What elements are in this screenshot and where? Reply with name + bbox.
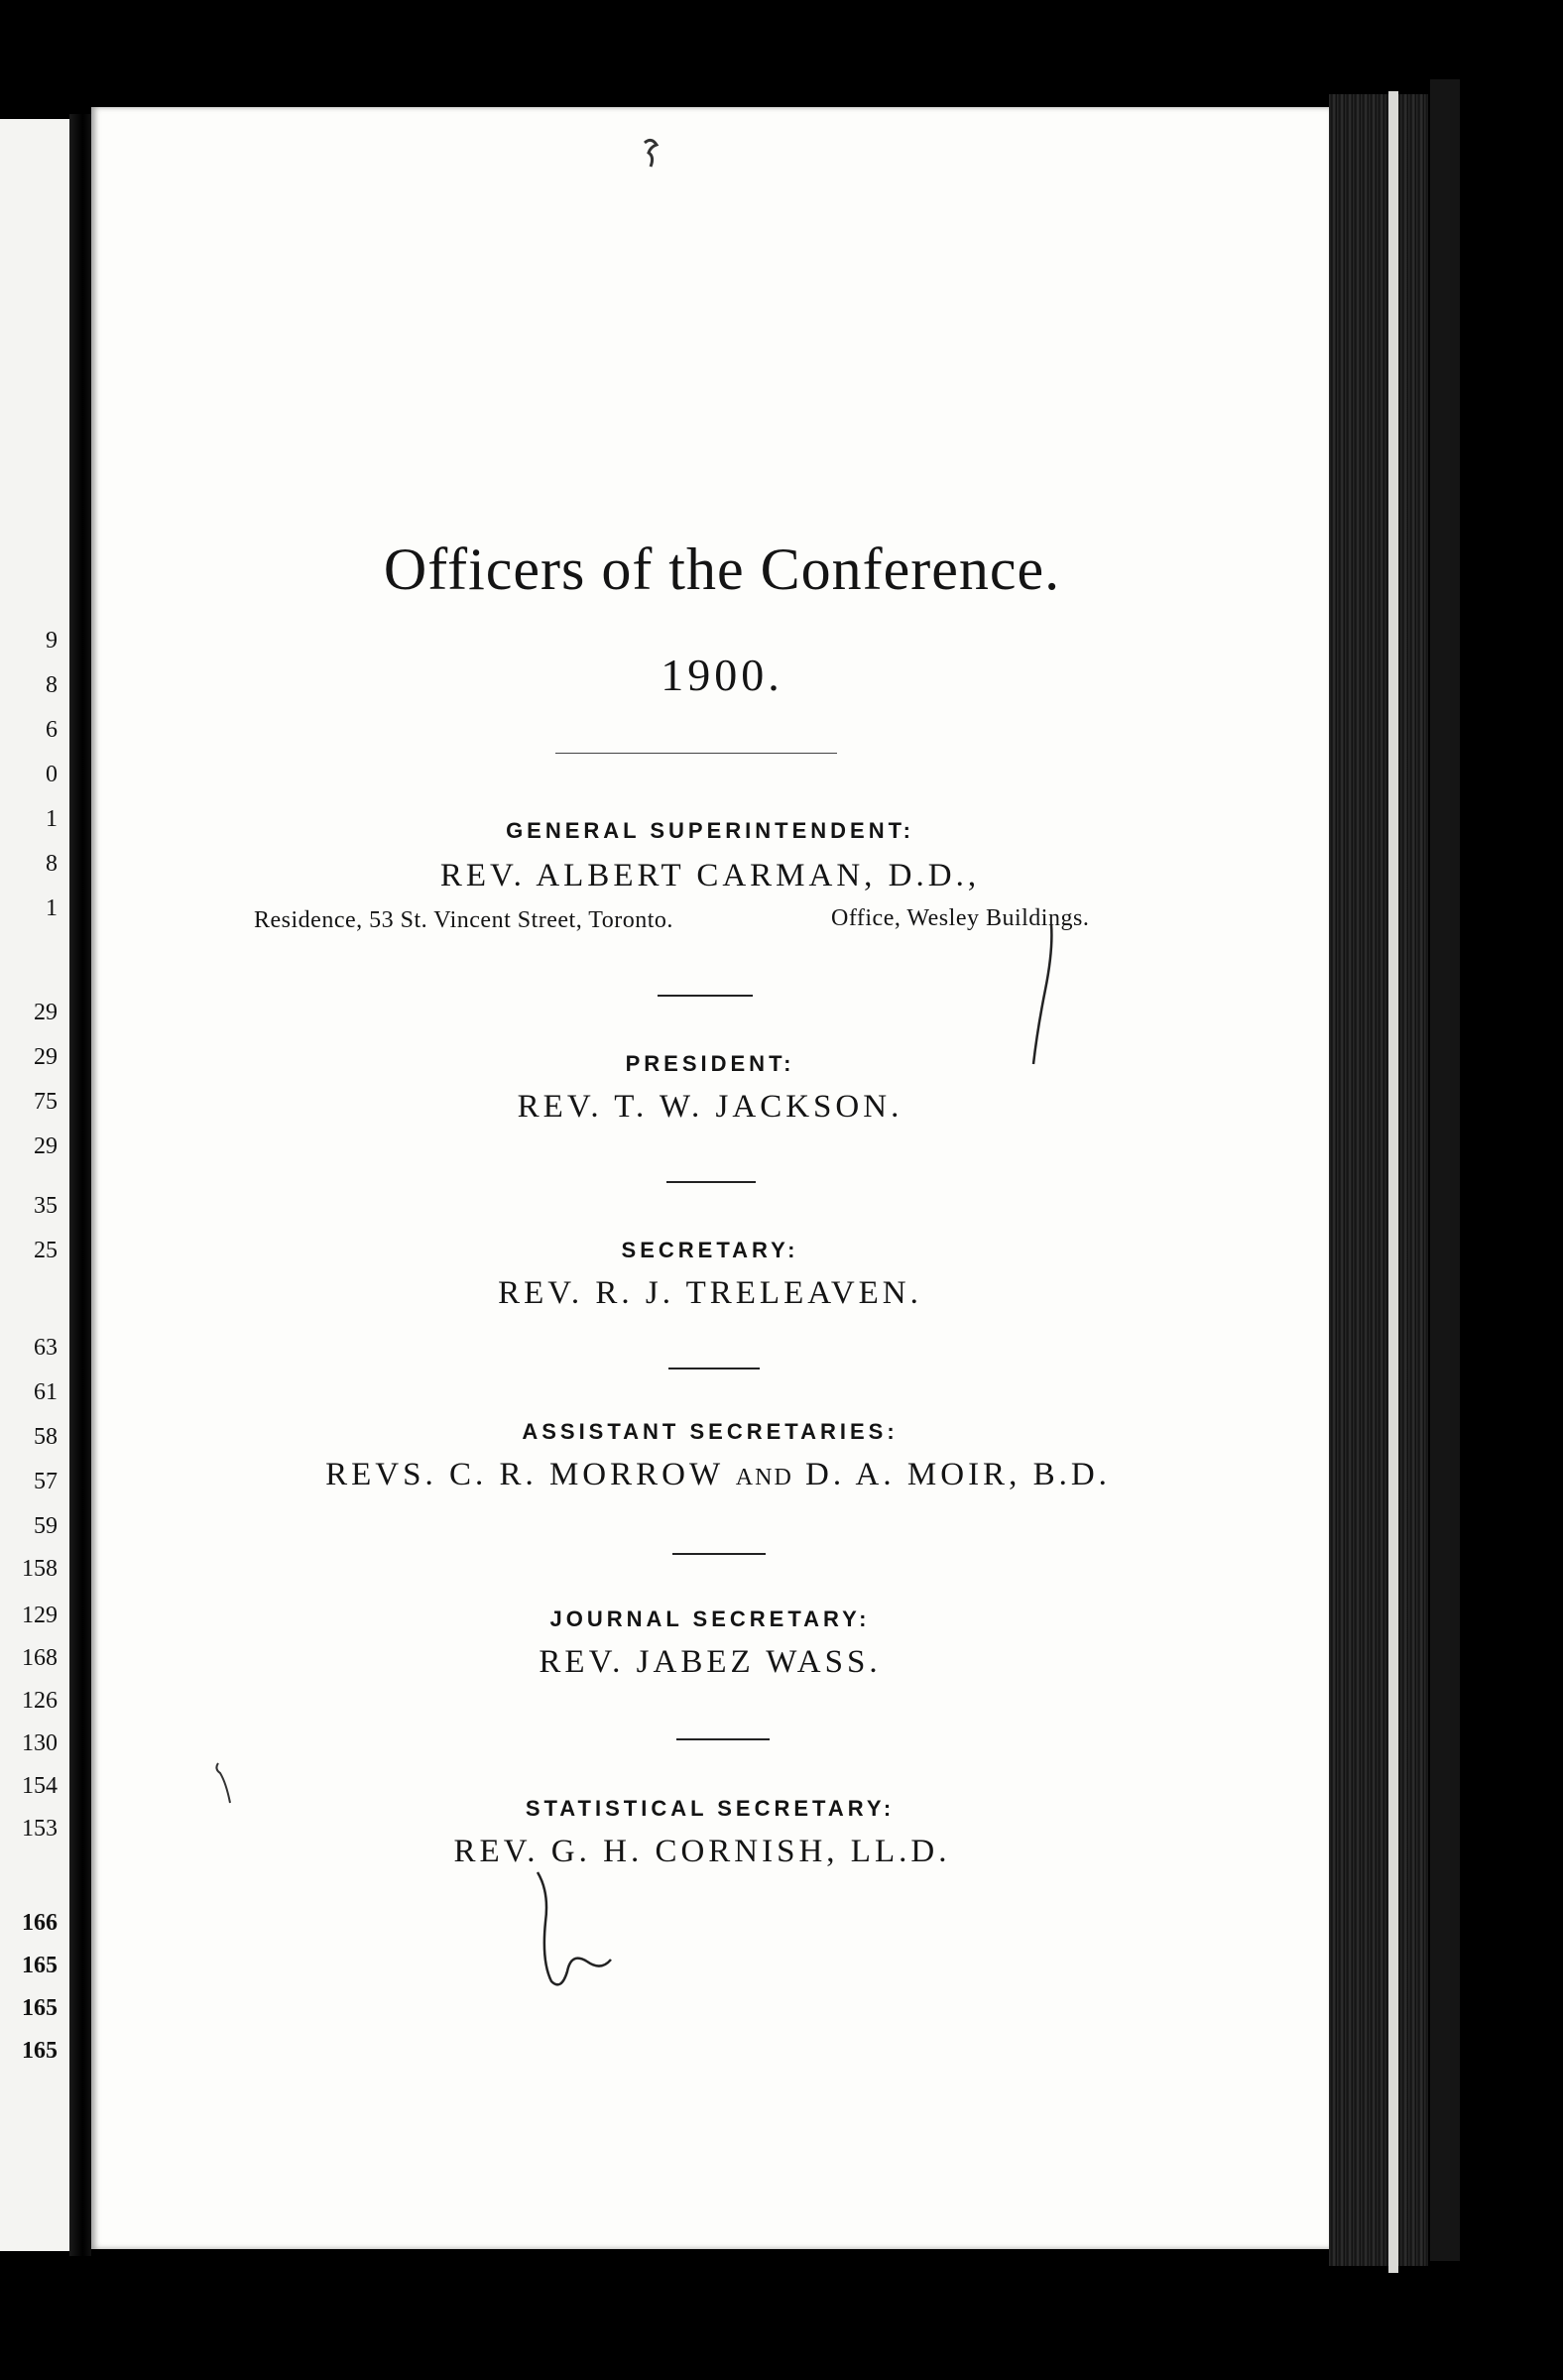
page-number: 1	[46, 806, 58, 832]
page-edge-highlight	[1388, 91, 1398, 2273]
journal-secretary-name: REV. JABEZ WASS.	[539, 1644, 882, 1680]
divider	[666, 1181, 756, 1183]
page-number: 153	[22, 1816, 58, 1842]
page-number: 158	[22, 1556, 58, 1582]
page-number: 0	[46, 762, 58, 787]
page-number: 165	[22, 2038, 58, 2064]
left-facing-page	[0, 119, 71, 2251]
main-page	[91, 107, 1329, 2249]
page-number: 168	[22, 1645, 58, 1671]
page-number: 59	[34, 1513, 58, 1539]
left-page-numbers	[0, 119, 71, 2251]
page-number: 8	[46, 851, 58, 877]
page-number: 29	[34, 1133, 58, 1159]
assistant-secretaries-conjunction: AND	[735, 1465, 793, 1490]
page-number: 57	[34, 1469, 58, 1494]
assistant-secretaries-heading: ASSISTANT SECRETARIES:	[522, 1419, 899, 1444]
page-number: 29	[34, 1044, 58, 1070]
statistical-secretary-name: REV. G. H. CORNISH, LL.D.	[453, 1834, 951, 1869]
secretary-heading: SECRETARY:	[621, 1238, 799, 1262]
divider	[658, 995, 753, 997]
divider	[668, 1368, 760, 1369]
page-number: 61	[34, 1379, 58, 1405]
general-superintendent-heading: GENERAL SUPERINTENDENT:	[506, 818, 914, 843]
page-number: 35	[34, 1193, 58, 1219]
general-superintendent-residence: Residence, 53 St. Vincent Street, Toronto.	[254, 907, 673, 933]
statistical-secretary-heading: STATISTICAL SECRETARY:	[525, 1796, 896, 1821]
page-number: 29	[34, 1000, 58, 1025]
page-number: 25	[34, 1238, 58, 1263]
president-heading: PRESIDENT:	[625, 1051, 795, 1076]
general-superintendent-name: REV. ALBERT CARMAN, D.D.,	[439, 858, 981, 893]
page-title: Officers of the Conference.	[383, 536, 1061, 602]
page-content	[91, 107, 1329, 2249]
page-number: 63	[34, 1335, 58, 1361]
pencil-tick-mark	[212, 1759, 242, 1809]
page-number: 75	[34, 1089, 58, 1115]
secretary-name: REV. R. J. TRELEAVEN.	[498, 1275, 922, 1311]
pencil-stroke-mark	[1023, 920, 1063, 1069]
book-cover-edge	[1430, 79, 1460, 2261]
page-edges	[1329, 94, 1428, 2266]
divider	[676, 1738, 770, 1740]
book-gutter	[69, 114, 91, 2256]
page-year: 1900.	[661, 650, 783, 700]
general-superintendent-office: Office, Wesley Buildings.	[831, 905, 1090, 931]
page-number: 58	[34, 1424, 58, 1450]
divider	[555, 753, 837, 754]
page-number: 165	[22, 1995, 58, 2021]
page-number: 6	[46, 717, 58, 743]
page-number: 166	[22, 1910, 58, 1936]
page-number: 126	[22, 1688, 58, 1714]
page-number: 129	[22, 1603, 58, 1628]
journal-secretary-heading: JOURNAL SECRETARY:	[549, 1606, 871, 1631]
page-number: 165	[22, 1953, 58, 1978]
assistant-secretaries-name-2: D. A. MOIR, B.D.	[805, 1457, 1111, 1492]
president-name: REV. T. W. JACKSON.	[517, 1089, 903, 1125]
divider	[672, 1553, 766, 1555]
assistant-secretaries-name-1: REVS. C. R. MORROW	[325, 1457, 724, 1492]
assistant-secretaries-names	[99, 1457, 1337, 1493]
page-number: 1	[46, 895, 58, 921]
page-number: 130	[22, 1730, 58, 1756]
page-number: 8	[46, 672, 58, 698]
pencil-squiggle-mark	[528, 1862, 647, 2001]
ornament-mark	[637, 137, 666, 177]
page-number: 154	[22, 1773, 58, 1799]
page-number: 9	[46, 628, 58, 654]
